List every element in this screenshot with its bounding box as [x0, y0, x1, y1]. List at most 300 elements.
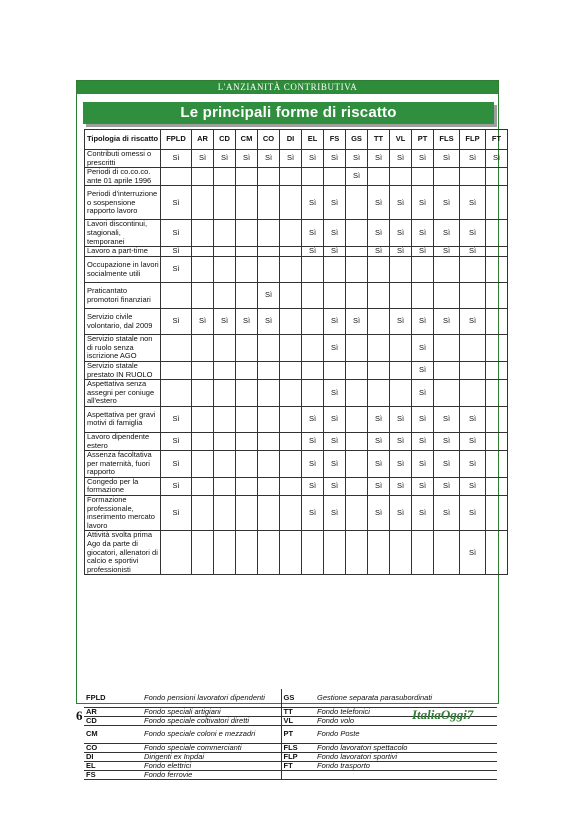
row-label: Servizio statale prestato IN RUOLO	[85, 361, 161, 379]
table-cell	[486, 406, 508, 432]
table-cell: Sì	[302, 220, 324, 247]
row-label: Congedo per la formazione	[85, 477, 161, 495]
row-label: Aspettativa senza assegni per coniuge all'estero	[85, 380, 161, 407]
table-cell	[460, 168, 486, 186]
table-cell: Sì	[390, 451, 412, 478]
table-cell: Sì	[434, 247, 460, 257]
table-cell: Sì	[412, 380, 434, 407]
table-cell	[434, 531, 460, 575]
table-cell	[434, 168, 460, 186]
table-cell	[368, 380, 390, 407]
table-cell	[368, 531, 390, 575]
legend-description: Fondo lavoratori sportivi	[315, 752, 497, 761]
table-row	[85, 496, 508, 531]
table-cell	[258, 477, 280, 495]
column-header: AR	[192, 130, 214, 150]
table-cell	[346, 283, 368, 309]
brand-logo: ItaliaOggi7	[412, 707, 474, 722]
table-cell	[192, 361, 214, 379]
table-cell	[390, 361, 412, 379]
table-cell: Sì	[161, 247, 192, 257]
table-row	[85, 335, 508, 362]
table-cell	[390, 168, 412, 186]
table-cell	[258, 451, 280, 478]
column-header: DI	[280, 130, 302, 150]
table-cell	[214, 406, 236, 432]
table-cell	[346, 451, 368, 478]
table-cell: Sì	[434, 477, 460, 495]
table-cell: Sì	[302, 247, 324, 257]
table-cell	[460, 283, 486, 309]
table-row	[85, 309, 508, 335]
legend-description: Fondo lavoratori spettacolo	[315, 743, 497, 752]
table-cell	[214, 283, 236, 309]
table-cell	[236, 361, 258, 379]
legend-description	[315, 770, 497, 779]
table-cell: Sì	[161, 406, 192, 432]
table-row	[85, 220, 508, 247]
table-cell	[346, 496, 368, 531]
table-cell: Sì	[346, 168, 368, 186]
row-label: Servizio statale non di ruolo senza iscrizione AGO	[85, 335, 161, 362]
table-header	[85, 130, 508, 150]
table-cell	[236, 380, 258, 407]
table-cell: Sì	[214, 150, 236, 168]
column-header: FT	[486, 130, 508, 150]
table-cell	[486, 186, 508, 220]
table-cell: Sì	[412, 247, 434, 257]
table-cell	[192, 186, 214, 220]
table-cell	[214, 451, 236, 478]
table-cell: Sì	[161, 220, 192, 247]
riscatto-table	[84, 129, 508, 575]
legend-description: Fondo speciale coltivatori diretti	[142, 716, 281, 725]
table-cell	[236, 451, 258, 478]
table-cell	[236, 335, 258, 362]
table-cell	[390, 531, 412, 575]
table-cell	[161, 361, 192, 379]
table-cell	[280, 451, 302, 478]
legend-code: TT	[281, 707, 315, 716]
table-cell: Sì	[368, 247, 390, 257]
table-cell: Sì	[460, 247, 486, 257]
table-cell	[412, 257, 434, 283]
table-cell	[214, 247, 236, 257]
table-cell	[192, 247, 214, 257]
table-cell: Sì	[460, 220, 486, 247]
table-cell	[280, 432, 302, 450]
row-label: Lavoro a part-time	[85, 247, 161, 257]
table-cell: Sì	[460, 186, 486, 220]
column-header: Tipologia di riscatto	[85, 130, 161, 150]
table-cell	[258, 247, 280, 257]
table-cell	[214, 531, 236, 575]
row-label: Servizio civile volontario, dal 2009	[85, 309, 161, 335]
table-cell	[486, 247, 508, 257]
table-cell	[346, 186, 368, 220]
table-cell: Sì	[368, 220, 390, 247]
table-cell	[214, 186, 236, 220]
table-cell	[192, 477, 214, 495]
table-cell: Sì	[390, 186, 412, 220]
table-cell	[236, 406, 258, 432]
table-cell	[412, 283, 434, 309]
table-cell: Sì	[390, 496, 412, 531]
table-row	[85, 247, 508, 257]
legend-code: FS	[84, 770, 142, 779]
table-cell: Sì	[161, 257, 192, 283]
table-cell	[192, 283, 214, 309]
table-cell	[486, 257, 508, 283]
legend-row	[84, 752, 497, 761]
column-header: VL	[390, 130, 412, 150]
table-cell: Sì	[412, 150, 434, 168]
table-cell	[280, 168, 302, 186]
page-number: 6	[76, 708, 83, 723]
table-cell: Sì	[258, 283, 280, 309]
table-cell: Sì	[192, 309, 214, 335]
table-cell	[192, 432, 214, 450]
legend-row	[84, 761, 497, 770]
table-cell	[280, 335, 302, 362]
table-cell	[192, 406, 214, 432]
table-cell	[434, 283, 460, 309]
table-row	[85, 406, 508, 432]
table-cell: Sì	[412, 432, 434, 450]
table-cell	[214, 168, 236, 186]
table-cell	[236, 432, 258, 450]
table-cell	[280, 220, 302, 247]
table-cell	[236, 186, 258, 220]
legend-description: Fondo volo	[315, 716, 497, 725]
table-cell	[486, 432, 508, 450]
table-cell	[486, 451, 508, 478]
table-cell	[258, 220, 280, 247]
table-cell: Sì	[280, 150, 302, 168]
table-cell: Sì	[302, 477, 324, 495]
row-label: Assenza facoltativa per maternità, fuori rapporto	[85, 451, 161, 478]
table-cell	[280, 283, 302, 309]
table-cell	[214, 257, 236, 283]
table-row	[85, 150, 508, 168]
table-cell: Sì	[390, 150, 412, 168]
table-cell: Sì	[368, 432, 390, 450]
table-cell: Sì	[460, 531, 486, 575]
table-cell: Sì	[412, 335, 434, 362]
table-cell	[258, 380, 280, 407]
table-cell: Sì	[161, 477, 192, 495]
row-label: Periodi d'interruzione o sospensione rapporto lavoro	[85, 186, 161, 220]
table-cell: Sì	[324, 496, 346, 531]
table-cell	[214, 335, 236, 362]
table-cell: Sì	[161, 496, 192, 531]
table-cell	[302, 361, 324, 379]
legend-description: Fondo trasporto	[315, 761, 497, 770]
table-cell: Sì	[258, 309, 280, 335]
table-cell	[280, 257, 302, 283]
column-header: FLP	[460, 130, 486, 150]
legend-description: Fondo speciale commercianti	[142, 743, 281, 752]
legend-description: Fondo pensioni lavoratori dipendenti	[142, 689, 281, 707]
table-cell: Sì	[460, 309, 486, 335]
table-cell	[368, 257, 390, 283]
table-cell	[236, 531, 258, 575]
table-cell: Sì	[236, 309, 258, 335]
legend-code: FLS	[281, 743, 315, 752]
table-cell: Sì	[324, 406, 346, 432]
table-cell: Sì	[368, 477, 390, 495]
table-cell	[486, 477, 508, 495]
table-cell: Sì	[324, 451, 346, 478]
legend-description: Fondo ferrovie	[142, 770, 281, 779]
table-cell	[412, 531, 434, 575]
table-cell	[346, 257, 368, 283]
table-cell	[390, 257, 412, 283]
table-cell	[434, 361, 460, 379]
table-cell	[214, 361, 236, 379]
table-cell	[434, 335, 460, 362]
table-cell: Sì	[368, 150, 390, 168]
table-cell: Sì	[460, 451, 486, 478]
table-cell	[486, 531, 508, 575]
row-label: Formazione professionale, inserimento mercato lavoro	[85, 496, 161, 531]
legend-description: Dirigenti ex Inpdai	[142, 752, 281, 761]
table-cell	[214, 496, 236, 531]
table-row	[85, 531, 508, 575]
table-cell	[258, 335, 280, 362]
table-cell: Sì	[161, 150, 192, 168]
table-cell	[258, 168, 280, 186]
table-cell	[346, 247, 368, 257]
table-cell	[280, 477, 302, 495]
row-label: Lavoro dipendente estero	[85, 432, 161, 450]
legend-code: EL	[84, 761, 142, 770]
table-cell	[192, 531, 214, 575]
legend-code: AR	[84, 707, 142, 716]
column-header: FPLD	[161, 130, 192, 150]
table-cell: Sì	[390, 220, 412, 247]
table-cell	[258, 186, 280, 220]
table-cell	[302, 531, 324, 575]
row-label: Aspettativa per gravi motivi di famiglia	[85, 406, 161, 432]
table-cell	[258, 257, 280, 283]
table-cell	[280, 361, 302, 379]
table-cell: Sì	[390, 432, 412, 450]
table-cell	[236, 283, 258, 309]
table-cell	[192, 335, 214, 362]
table-cell: Sì	[460, 477, 486, 495]
table-cell: Sì	[460, 496, 486, 531]
table-cell	[390, 283, 412, 309]
table-cell	[460, 335, 486, 362]
table-cell: Sì	[192, 150, 214, 168]
table-row	[85, 186, 508, 220]
table-cell: Sì	[434, 186, 460, 220]
table-cell: Sì	[324, 220, 346, 247]
legend-code: FLP	[281, 752, 315, 761]
table-cell	[161, 168, 192, 186]
table-cell	[390, 335, 412, 362]
table-cell	[390, 380, 412, 407]
legend-code: PT	[281, 725, 315, 743]
table-cell	[258, 406, 280, 432]
legend-code	[281, 770, 315, 779]
table-cell: Sì	[460, 150, 486, 168]
table-cell	[214, 432, 236, 450]
table-cell	[280, 247, 302, 257]
table-cell: Sì	[434, 451, 460, 478]
row-label: Occupazione in lavori socialmente utili	[85, 257, 161, 283]
table-cell	[161, 283, 192, 309]
legend-code: DI	[84, 752, 142, 761]
table-cell	[192, 168, 214, 186]
table-cell	[302, 309, 324, 335]
table-cell	[192, 380, 214, 407]
table-cell: Sì	[460, 406, 486, 432]
table-cell: Sì	[161, 451, 192, 478]
section-header: L'ANZIANITÀ CONTRIBUTIVA	[77, 81, 498, 94]
table-cell: Sì	[412, 496, 434, 531]
table-cell	[280, 406, 302, 432]
table-cell	[460, 361, 486, 379]
legend-code: FPLD	[84, 689, 142, 707]
table-cell	[214, 220, 236, 247]
table-row	[85, 257, 508, 283]
table-cell: Sì	[412, 361, 434, 379]
table-cell: Sì	[486, 150, 508, 168]
table-cell: Sì	[324, 380, 346, 407]
table-cell: Sì	[302, 432, 324, 450]
table-row	[85, 451, 508, 478]
table-cell	[434, 380, 460, 407]
table-cell	[258, 496, 280, 531]
table-cell	[258, 361, 280, 379]
table-cell: Sì	[434, 406, 460, 432]
table-row	[85, 380, 508, 407]
legend-description: Fondo speciale coloni e mezzadri	[142, 725, 281, 743]
table-cell: Sì	[161, 309, 192, 335]
table-cell	[486, 220, 508, 247]
table-cell: Sì	[368, 496, 390, 531]
table-cell: Sì	[434, 220, 460, 247]
table-cell	[324, 257, 346, 283]
legend-row	[84, 725, 497, 743]
row-label: Periodi di co.co.co. ante 01 aprile 1996	[85, 168, 161, 186]
table-cell: Sì	[412, 186, 434, 220]
table-cell: Sì	[324, 186, 346, 220]
page-title: Le principali forme di riscatto	[83, 102, 494, 124]
legend-code: VL	[281, 716, 315, 725]
table-cell	[280, 309, 302, 335]
table-cell: Sì	[412, 309, 434, 335]
column-header: TT	[368, 130, 390, 150]
column-header: CM	[236, 130, 258, 150]
table-row	[85, 477, 508, 495]
table-cell: Sì	[324, 150, 346, 168]
column-header: EL	[302, 130, 324, 150]
legend-row	[84, 689, 497, 707]
table-cell: Sì	[346, 309, 368, 335]
table-cell: Sì	[324, 335, 346, 362]
table-cell	[368, 309, 390, 335]
table-row	[85, 168, 508, 186]
table-cell	[161, 335, 192, 362]
table-cell	[486, 380, 508, 407]
table-cell	[280, 380, 302, 407]
table-cell	[346, 432, 368, 450]
table-cell: Sì	[302, 451, 324, 478]
table-cell	[460, 257, 486, 283]
table-cell	[486, 168, 508, 186]
table-cell	[302, 257, 324, 283]
table-cell	[368, 168, 390, 186]
table-cell	[161, 380, 192, 407]
table-cell	[302, 168, 324, 186]
table-cell: Sì	[434, 496, 460, 531]
table-cell	[486, 496, 508, 531]
header-row	[85, 130, 508, 150]
table-cell	[346, 531, 368, 575]
table-cell: Sì	[390, 247, 412, 257]
table-cell: Sì	[412, 451, 434, 478]
row-label: Praticantato promotori finanziari	[85, 283, 161, 309]
column-header: CD	[214, 130, 236, 150]
table-cell	[346, 477, 368, 495]
table-cell	[346, 380, 368, 407]
table-cell	[346, 361, 368, 379]
table-cell: Sì	[390, 309, 412, 335]
table-cell: Sì	[302, 150, 324, 168]
column-header: GS	[346, 130, 368, 150]
table-cell	[236, 220, 258, 247]
table-cell	[368, 361, 390, 379]
table-cell	[280, 531, 302, 575]
table-cell	[460, 380, 486, 407]
table-cell	[214, 380, 236, 407]
table-cell: Sì	[412, 220, 434, 247]
table-cell	[368, 283, 390, 309]
table-cell	[434, 257, 460, 283]
column-header: CO	[258, 130, 280, 150]
table-cell: Sì	[161, 432, 192, 450]
table-cell	[486, 335, 508, 362]
table-cell	[214, 477, 236, 495]
legend-code: CO	[84, 743, 142, 752]
table-cell: Sì	[346, 150, 368, 168]
table-cell	[192, 451, 214, 478]
table-cell: Sì	[161, 186, 192, 220]
table-cell: Sì	[368, 406, 390, 432]
table-cell	[346, 335, 368, 362]
table-cell	[324, 283, 346, 309]
table-cell: Sì	[368, 451, 390, 478]
table-cell: Sì	[324, 477, 346, 495]
table-cell	[412, 168, 434, 186]
table-cell	[324, 531, 346, 575]
table-cell	[280, 186, 302, 220]
table-cell: Sì	[368, 186, 390, 220]
table-row	[85, 361, 508, 379]
table-cell: Sì	[302, 496, 324, 531]
column-header: FLS	[434, 130, 460, 150]
table-cell: Sì	[434, 309, 460, 335]
legend-code: CM	[84, 725, 142, 743]
table-cell: Sì	[302, 186, 324, 220]
table-cell	[192, 257, 214, 283]
legend-code: FT	[281, 761, 315, 770]
table-row	[85, 283, 508, 309]
table-cell	[302, 380, 324, 407]
